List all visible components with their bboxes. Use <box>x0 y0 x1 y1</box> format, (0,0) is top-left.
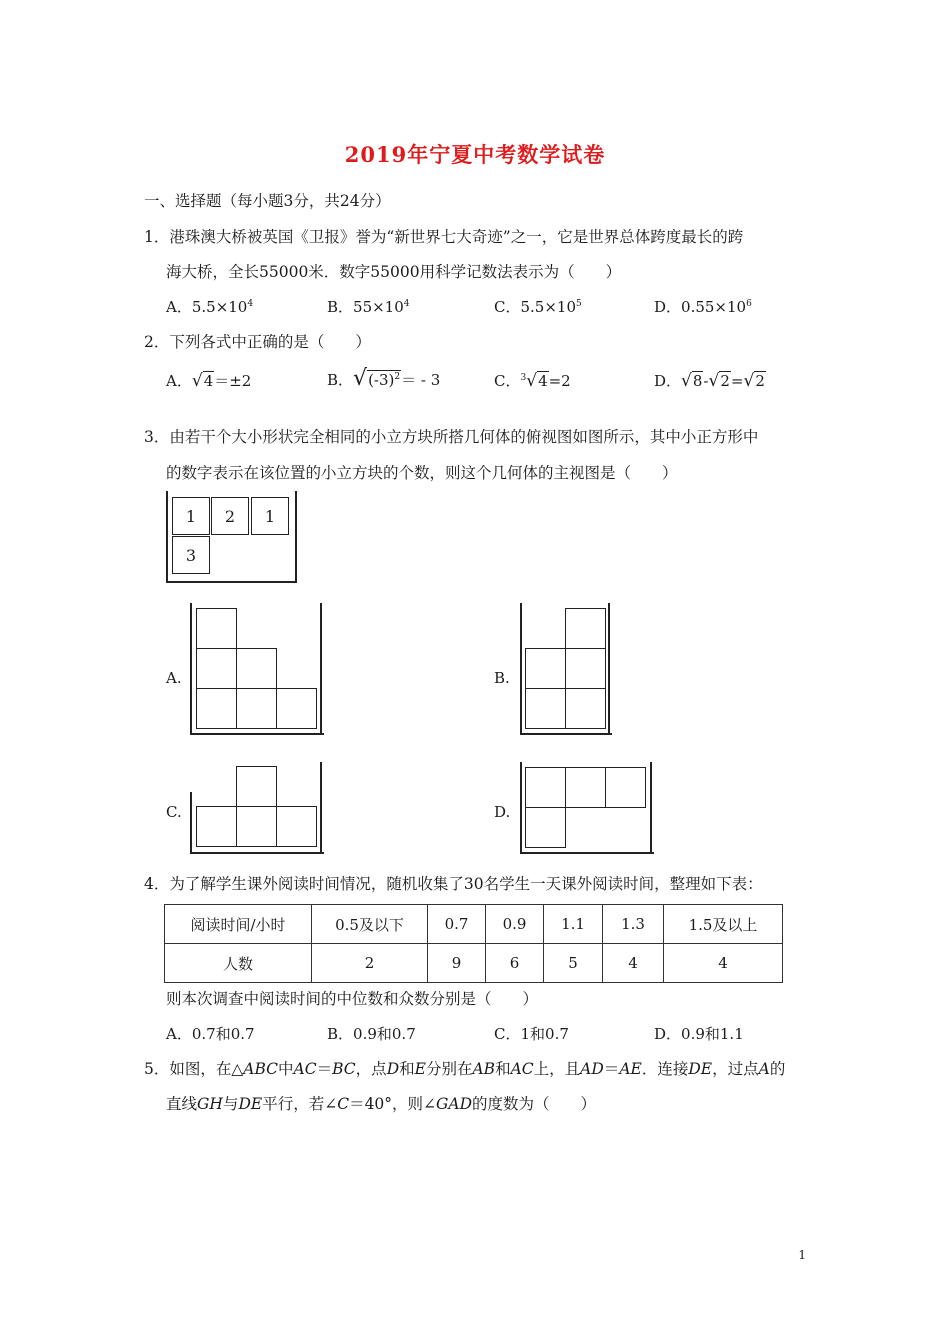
page-number: 1 <box>798 1248 806 1262</box>
q4-text: 4．为了解学生课外阅读时间情况，随机收集了30名学生一天课外阅读时间，整理如下表： <box>144 875 763 893</box>
q3-line2: 的数字表示在该位置的小立方块的个数，则这个几何体的主视图是（ ） <box>166 464 678 482</box>
q3-figure-b[interactable] <box>520 603 612 735</box>
q3-figure-a[interactable] <box>190 603 324 735</box>
table-cell: 4 <box>664 944 783 983</box>
q3-label-a[interactable]: A. <box>166 669 182 687</box>
sqrt-radicand: 4 <box>203 372 214 390</box>
q4-question: 则本次调查中阅读时间的中位数和众数分别是（ ） <box>166 990 539 1008</box>
q1-option-c[interactable]: C．$5.5\times 10^5$ <box>494 298 582 316</box>
q1-line1: 1．港珠澳大桥被英国《卫报》誉为“新世界七大奇迹”之一，它是世界总体跨度最长的跨 <box>144 228 744 246</box>
table-cell: 4 <box>603 944 664 983</box>
section-heading: 一、选择题（每小题3分，共24分） <box>144 192 391 210</box>
q2-text: 2．下列各式中正确的是（ ） <box>144 333 371 351</box>
page-title: 2019年宁夏中考数学试卷 <box>344 142 606 167</box>
cube-root-radicand: 4 <box>538 372 548 390</box>
grid-cell: 1 <box>251 497 289 535</box>
table-cell: 2 <box>312 944 428 983</box>
table-cell: 1.1 <box>544 905 603 944</box>
reading-time-table <box>164 904 783 983</box>
q3-label-d[interactable]: D. <box>494 803 511 821</box>
table-cell: 人数 <box>165 944 312 983</box>
table-cell: 5 <box>544 944 603 983</box>
q5-line2: 直线GH与DE平行，若∠C＝40°，则∠GAD的度数为（ ） <box>166 1095 597 1113</box>
table-cell: 9 <box>428 944 486 983</box>
top-view-figure <box>166 491 297 583</box>
q5-line1: 5．如图，在△ABC中AC＝BC，点D和E分别在AB和AC上，且AD＝AE．连接DE，过点A的 <box>144 1060 786 1078</box>
q4-option-a[interactable]: A．0.7和0.7 <box>166 1025 255 1043</box>
q3-line1: 3．由若干个大小形状完全相同的小立方块所搭几何体的俯视图如图所示，其中小正方形中 <box>144 428 759 446</box>
q2-option-a[interactable]: A．√4＝±2 <box>166 371 252 391</box>
table-cell: 0.5及以下 <box>312 905 428 944</box>
q3-figure-c[interactable] <box>190 762 324 854</box>
grid-cell: 1 <box>172 497 210 535</box>
q3-figure-d[interactable] <box>520 762 654 854</box>
q2-option-b[interactable]: B．$√(-3)^2= - 3$ <box>327 366 441 391</box>
q1-option-d[interactable]: D．$0.55\times 10^6$ <box>654 298 752 316</box>
q1-option-b[interactable]: B．$55\times 10^4$ <box>327 298 410 316</box>
q1-line2: 海大桥，全长55000米．数字55000用科学记数法表示为（ ） <box>166 263 622 281</box>
table-cell: 阅读时间/小时 <box>165 905 312 944</box>
table-row <box>165 905 783 944</box>
q2-option-d[interactable]: D．√8-√2=√2 <box>654 371 765 391</box>
q4-option-d[interactable]: D．0.9和1.1 <box>654 1025 744 1043</box>
q4-option-b[interactable]: B．0.9和0.7 <box>327 1025 416 1043</box>
q1-option-a[interactable]: A．$5.5\times 10^4$ <box>166 298 254 316</box>
table-cell: 6 <box>486 944 544 983</box>
q4-option-c[interactable]: C．1和0.7 <box>494 1025 569 1043</box>
q3-label-c[interactable]: C. <box>166 803 182 821</box>
table-cell: 1.5及以上 <box>664 905 783 944</box>
sqrt-radicand: $(-3)^2$ <box>368 371 401 389</box>
grid-cell: 3 <box>172 536 210 574</box>
grid-cell: 2 <box>211 497 249 535</box>
q3-label-b[interactable]: B. <box>494 669 510 687</box>
table-cell: 0.9 <box>486 905 544 944</box>
table-row <box>165 944 783 983</box>
q2-option-c[interactable]: C．$^3$√4=2 <box>494 371 571 391</box>
table-cell: 0.7 <box>428 905 486 944</box>
table-cell: 1.3 <box>603 905 664 944</box>
